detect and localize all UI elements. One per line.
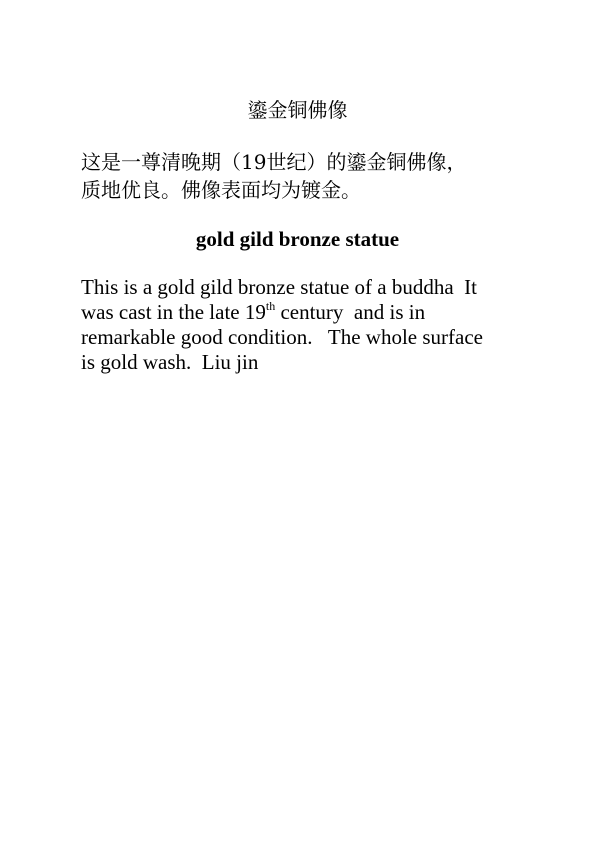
chinese-paragraph-line-1: 这是一尊清晚期（19世纪）的鎏金铜佛像， [81, 150, 467, 174]
chinese-paragraph-line-2: 质地优良。佛像表面均为镀金。 [81, 178, 361, 202]
ordinal-superscript: th [265, 299, 276, 313]
english-paragraph-line-1: This is a gold gild bronze statue of a buddha It [81, 275, 477, 299]
english-line-2-text-after: century and is in [275, 300, 426, 324]
english-line-2-text-before: was cast in the late 19 [81, 300, 266, 324]
chinese-title: 鎏金铜佛像 [247, 98, 348, 122]
chinese-paragraph [81, 148, 511, 204]
english-title: gold gild bronze statue [195, 227, 400, 251]
english-paragraph [81, 275, 521, 375]
english-paragraph-line-2 [81, 300, 521, 325]
english-paragraph-line-4: is gold wash. Liu jin [81, 350, 259, 374]
english-paragraph-line-3: remarkable good condition. The whole surface [81, 325, 483, 349]
